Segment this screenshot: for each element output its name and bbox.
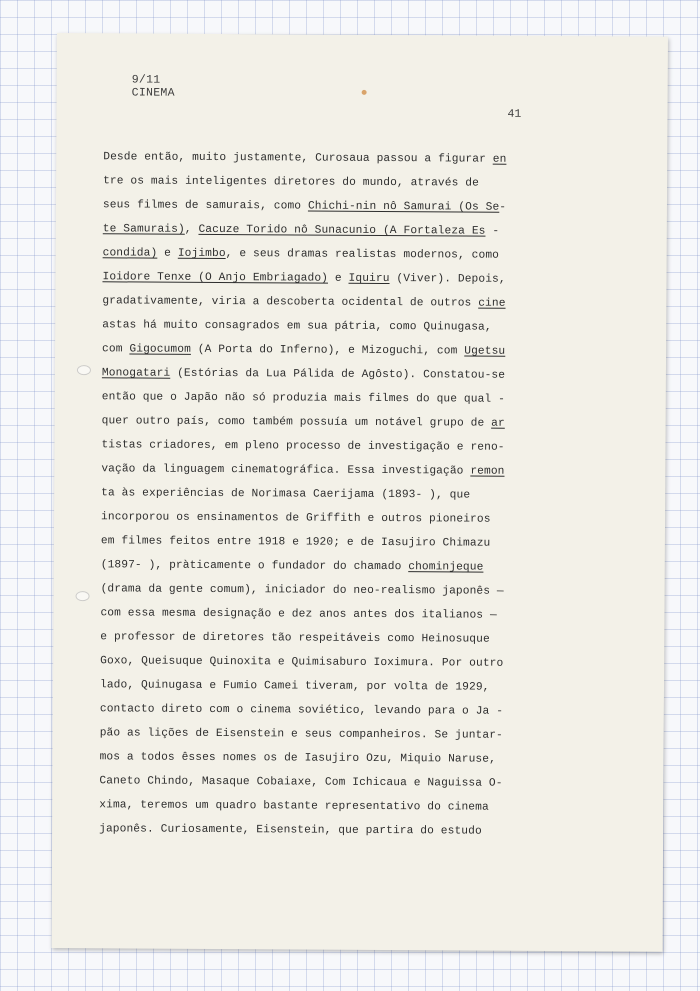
text-segment: e — [327, 272, 349, 285]
text-segment: (drama da gente comum), iniciador do neo-realismo japonês — — [100, 583, 504, 598]
underlined-title: Ugetsu — [464, 345, 506, 358]
text-segment: com — [102, 343, 130, 356]
text-segment: tistas criadores, em pleno processo de investigação e reno- — [101, 439, 505, 454]
underlined-title: Chichi-nin nô Samurai (Os Se — [307, 200, 500, 214]
text-segment: tre os mais inteligentes diretores do mundo, através de — [103, 175, 479, 190]
underlined-title: Iquiru — [348, 272, 390, 286]
underlined-title: Monogatari — [101, 367, 171, 380]
text-segment: gradativamente, viria a descoberta ocidental de outros — [102, 295, 479, 310]
text-segment: com essa mesma designação e dez anos antes dos italianos — — [100, 607, 497, 622]
text-line — [101, 505, 646, 532]
text-line — [101, 457, 646, 484]
text-segment: e professor de diretores tão respeitáveis como Heinosuque — [100, 631, 490, 646]
text-segment: lado, Quinugasa e Fumio Camei tiveram, por volta de 1929, — [99, 679, 490, 694]
text-line — [102, 409, 647, 436]
text-segment: vação da linguagem cinematográfica. Essa investigação — [101, 463, 471, 478]
text-line — [99, 793, 644, 820]
text-line — [100, 649, 645, 676]
underlined-title: en — [492, 153, 507, 166]
text-line — [100, 745, 645, 772]
text-line — [102, 361, 647, 388]
text-segment: incorporou os ensinamentos de Griffith e outros pioneiros — [101, 511, 491, 526]
text-segment: Caneto Chindo, Masaque Cobaiaxe, Com Ichicaua e Naguissa O- — [99, 775, 503, 790]
text-line — [100, 673, 645, 700]
text-line — [103, 241, 648, 268]
underlined-title: chominjeque — [408, 561, 484, 574]
text-segment: então que o Japão não só produzia mais filmes do que qual - — [101, 391, 505, 406]
text-segment: (A Porta do Inferno), e Mizoguchi, com — [190, 343, 465, 358]
text-line — [102, 337, 647, 364]
text-line — [103, 193, 648, 220]
text-line — [99, 817, 644, 844]
text-segment: mos a todos êsses nomes os de Iasujiro Ozu, Miquio Naruse, — [99, 751, 496, 766]
text-segment: seus filmes de samurais, como — [102, 199, 308, 213]
text-segment: Goxo, Queisuque Quinoxita e Quimisaburo Ioximura. Por outro — [100, 655, 504, 670]
text-segment: (Estórias da Lua Pálida de Agôsto). Constatou-se — [170, 367, 506, 382]
text-line — [102, 289, 647, 316]
text-segment: em filmes feitos entre 1918 e 1920; e de Iasujiro Chimazu — [100, 535, 491, 550]
underlined-title: te Samurais) — [102, 223, 185, 236]
text-segment: (Viver). Depois, — [389, 273, 506, 286]
underlined-title: cine — [478, 297, 506, 310]
text-line — [103, 169, 648, 196]
text-line — [101, 553, 646, 580]
text-line — [101, 481, 646, 508]
underlined-title: Gigocumom — [129, 343, 191, 356]
underlined-title: condida) — [102, 247, 158, 260]
text-line — [102, 265, 647, 292]
ink-spot — [362, 90, 367, 95]
text-segment: pão as lições de Eisenstein e seus companheiros. Se juntar- — [99, 727, 503, 742]
punch-hole — [76, 591, 90, 601]
page-number: 41 — [507, 107, 522, 121]
text-segment: Desde então, muito justamente, Curosaua passou a figurar — [103, 151, 493, 166]
text-line — [99, 769, 644, 796]
text-segment: ta às experiências de Norimasa Caerijama (1893- ), que — [101, 487, 471, 502]
text-segment: astas há muito consagrados em sua pátria, como Quinugasa, — [102, 319, 492, 334]
text-line — [103, 145, 648, 172]
text-line — [101, 577, 646, 604]
section-title: CINEMA — [131, 86, 175, 100]
underlined-title: Cacuze Torido nô Sunacunio (A Fortaleza Es — [198, 223, 486, 238]
text-segment: contacto direto com o cinema soviético, levando para o Ja - — [99, 703, 504, 718]
text-segment: japonês. Curiosamente, Eisenstein, que partira do estudo — [99, 823, 482, 838]
underlined-title: ar — [491, 417, 505, 430]
text-segment: xima, teremos um quadro bastante representativo do cinema — [99, 799, 489, 814]
text-segment: - — [485, 225, 500, 238]
text-segment: , — [184, 223, 199, 236]
text-line — [101, 433, 646, 460]
underlined-title: remon — [470, 465, 505, 478]
punch-hole — [77, 365, 91, 375]
text-line — [103, 217, 648, 244]
text-line — [100, 697, 645, 724]
text-segment: (1897- ), pràticamente o fundador do chamado — [100, 559, 409, 574]
text-segment: - — [499, 201, 507, 214]
typewritten-page — [51, 33, 668, 952]
text-segment: quer outro país, como também possuía um notável grupo de — [101, 415, 492, 430]
document-reference: 9/11 — [131, 73, 161, 87]
page-header — [132, 73, 175, 99]
text-line — [100, 721, 645, 748]
text-line — [102, 385, 647, 412]
underlined-title: Iojimbo — [177, 247, 226, 261]
text-line — [102, 313, 647, 340]
text-line — [101, 529, 646, 556]
underlined-title: Ioidore Tenxe (O Anjo Embriagado) — [102, 271, 329, 285]
text-segment: e — [157, 247, 178, 260]
text-segment: , e seus dramas realistas modernos, como — [225, 248, 500, 262]
text-line — [100, 601, 645, 628]
body-text — [99, 145, 648, 844]
text-line — [100, 625, 645, 652]
